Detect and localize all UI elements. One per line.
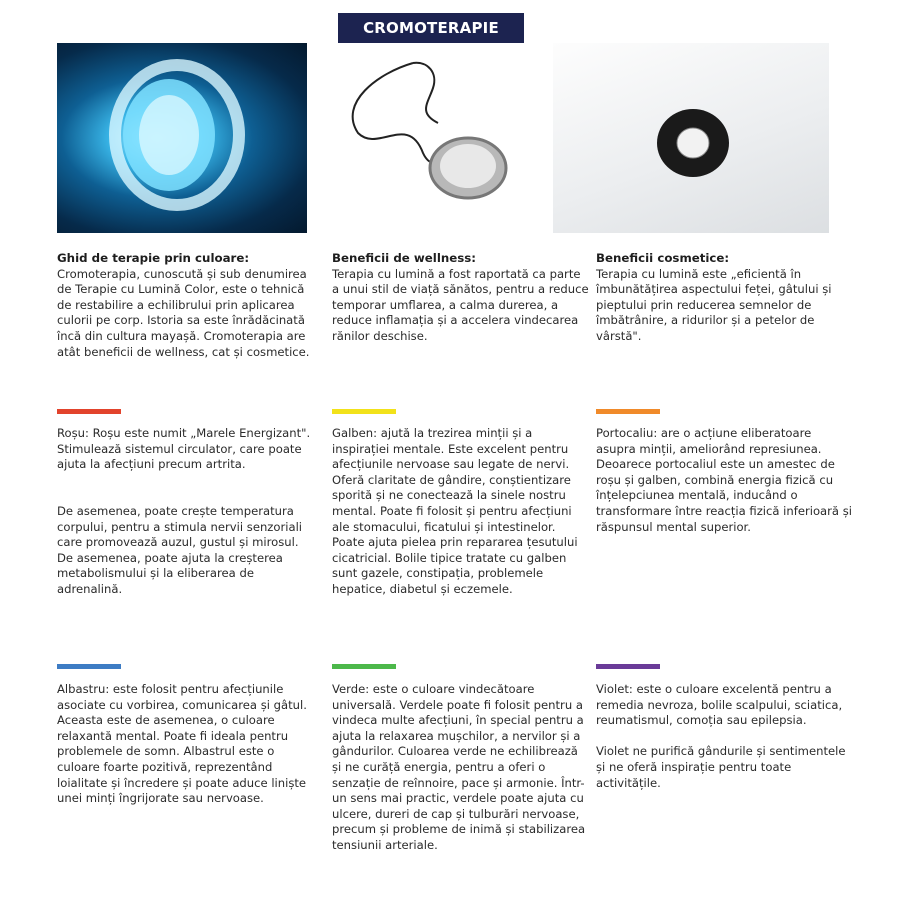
color-red-description: [57, 426, 315, 598]
page-title: CROMOTERAPIE: [338, 13, 524, 43]
section-heading: Beneficii cosmetice:: [596, 251, 730, 265]
paragraph: Galben: ajută la trezirea minții și a inspirației mentale. Este excelent pentru afecțiunile nervoase sau legate de nervi. Oferă claritate de gândire, conștientizare sporită și ne conectează la sinele nostru mental. Poate fi folosit și pentru afecțiuni ale stomacului, ficatului și intestinelor. Poate ajuta pielea prin repararea țesutului cicatricial. Bolile tipice tratate cu galben sunt gazele, constipația, problemele hepatice, diabetul și eczemele.: [332, 426, 578, 596]
paragraph: De asemenea, poate crește temperatura corpului, pentru a stimula nervii senzoriali care promovează auzul, gustul și mirosul. De asemenea, poate ajuta la creșterea metabolismului și la eliberarea de adrenalină.: [57, 503, 303, 596]
color-orange-description: [596, 426, 854, 535]
section-text: Cromoterapia, cunoscută și sub denumirea de Terapie cu Lumină Color, este o tehnică de restabilire a echilibrului prin aplicarea culorii pe corp. Istoria sa este înrădăcinată încă din cultura mayașă. Cromoterapia are atât beneficii de wellness, cat și cosmetice.: [57, 266, 310, 359]
paragraph: Violet: este o culoare excelentă pentru a remedia nevroza, bolile scalpului, sciatica, reumatismul, comoția sau epilepsia.: [596, 682, 843, 728]
violet-color-bar: [596, 664, 660, 669]
paragraph: Roșu: Roșu este numit „Marele Energizant". Stimulează sistemul circulator, care poate ajuta la afecțiuni precum artrita.: [57, 426, 311, 472]
color-yellow-description: [332, 426, 590, 598]
paragraph: Verde: este o culoare vindecătoare universală. Verdele poate fi folosit pentru a vindeca multe afecțiuni, în special pentru a ajuta la relaxarea mușchilor, a nervilor și a gândurilor. Culoarea verde ne echilibrează și ne curăță energia, pentru a oferi o senzație de reînnoire, pace și armonie. Într-un sens mai practic, verdele poate ajuta cu ulcere, dureri de cap și tulburări nervoase, precum și probleme de inimă și stabilizarea tensiunii arteriale.: [332, 682, 586, 852]
section-text: Terapia cu lumină a fost raportată ca parte a unui stil de viață sănătos, pentru a reduce temporar umflarea, a calma durerea, a reduce inflamația și a accelera vindecarea rănilor deschise.: [332, 266, 589, 343]
blue-color-bar: [57, 664, 121, 669]
red-color-bar: [57, 409, 121, 414]
color-violet-description: [596, 682, 854, 791]
led-lamp-installed-illustration: [553, 43, 829, 233]
orange-color-bar: [596, 409, 660, 414]
intro-wellness-benefits: [332, 251, 590, 345]
led-light-in-tub-image: [553, 43, 829, 233]
led-light-with-cable-image: [318, 43, 540, 233]
led-lamp-cable-illustration: [318, 43, 540, 233]
led-lamp-illustration: [57, 43, 307, 233]
section-heading: Beneficii de wellness:: [332, 251, 477, 265]
paragraph: Albastru: este folosit pentru afecțiunile asociate cu vorbirea, comunicarea și gâtul. Aceasta este de asemenea, o culoare relaxantă mental. Poate fi ideala pentru problemele de somn. Albastrul este o culoare foarte pozitivă, reprezentând loialitate și încredere și poate aduce liniște unei minți îngrijorate sau nervoase.: [57, 682, 307, 806]
paragraph: Portocaliu: are o acțiune eliberatoare asupra minții, ameliorând represiunea. Deoarece portocaliul este un amestec de roșu și galben, combină energia fizică cu înțelepciunea mentală, inducând o transformare între reacția fizică inferioară și răspunsul mental superior.: [596, 426, 852, 534]
color-green-description: [332, 682, 590, 854]
color-blue-description: [57, 682, 315, 807]
green-color-bar: [332, 664, 396, 669]
intro-therapy-guide: [57, 251, 315, 360]
yellow-color-bar: [332, 409, 396, 414]
intro-cosmetic-benefits: [596, 251, 854, 345]
section-heading: Ghid de terapie prin culoare:: [57, 251, 250, 265]
section-text: Terapia cu lumină este „eficientă în îmbunătățirea aspectului feței, gâtului și pieptului prin reducerea semnelor de îmbătrânire, a ridurilor și a petelor de vârstă".: [596, 266, 832, 343]
paragraph: Violet ne purifică gândurile și sentimentele și ne oferă inspirație pentru toate activitățile.: [596, 744, 846, 790]
led-light-glowing-image: [57, 43, 307, 233]
